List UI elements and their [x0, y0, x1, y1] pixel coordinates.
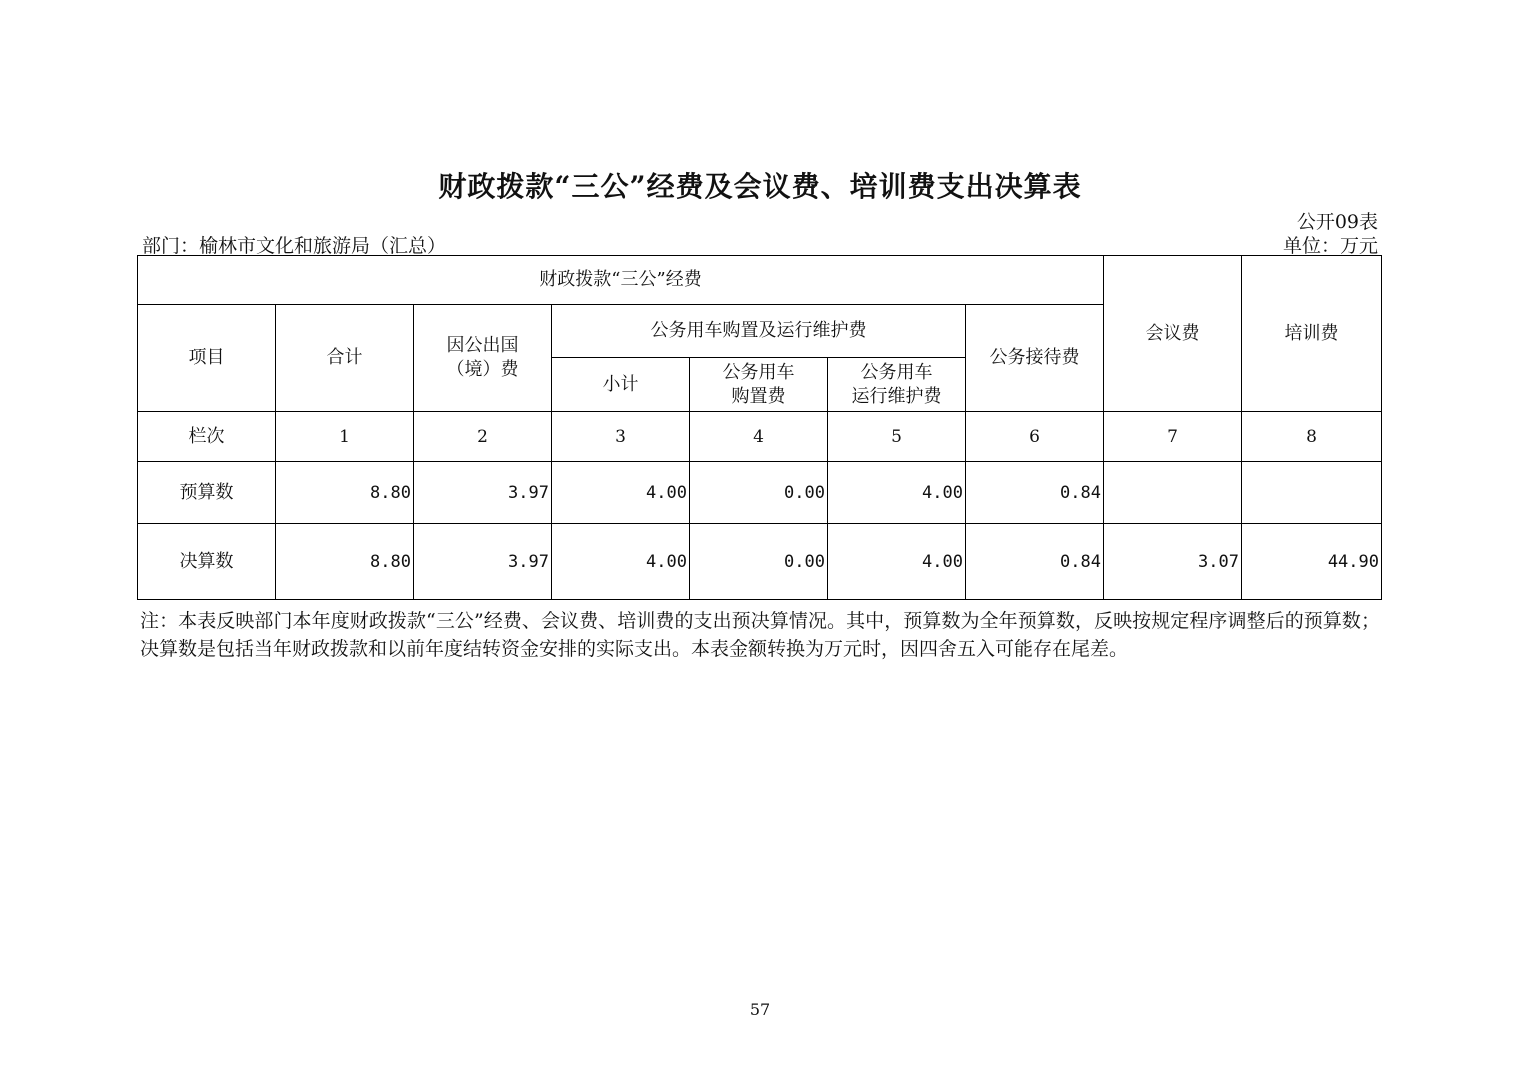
- header-vehicle-operation-line2: 运行维护费: [851, 385, 942, 407]
- table-cell: 0.00: [690, 462, 828, 524]
- row-label-final: 决算数: [138, 524, 276, 600]
- page-title: 财政拨款“三公”经费及会议费、培训费支出决算表: [438, 170, 1082, 203]
- header-total: 合计: [276, 305, 414, 412]
- table-cell: 4.00: [828, 462, 966, 524]
- table-cell: 4.00: [828, 524, 966, 600]
- header-item: 项目: [138, 305, 276, 412]
- table-row-budget: [138, 462, 1382, 524]
- header-meeting: 会议费: [1104, 256, 1242, 412]
- header-vehicle-subtotal: 小计: [552, 358, 690, 412]
- page-number: 57: [749, 1000, 771, 1019]
- table-cell: 0.00: [690, 524, 828, 600]
- header-abroad-line2: （境）费: [446, 359, 519, 380]
- column-index-cell: 2: [414, 412, 552, 462]
- column-index-label: 栏次: [138, 412, 276, 462]
- column-index-cell: 4: [690, 412, 828, 462]
- header-row-1: [138, 256, 1382, 305]
- column-index-cell: 6: [966, 412, 1104, 462]
- table-cell: 4.00: [552, 462, 690, 524]
- column-index-cell: 5: [828, 412, 966, 462]
- table-cell: 3.97: [414, 462, 552, 524]
- row-label-budget: 预算数: [138, 462, 276, 524]
- table-cell: 8.80: [276, 462, 414, 524]
- table-row-final: [138, 524, 1382, 600]
- column-index-cell: 7: [1104, 412, 1242, 462]
- table-cell: 3.97: [414, 524, 552, 600]
- table-cell: 8.80: [276, 524, 414, 600]
- expenditure-table: [137, 255, 1382, 600]
- header-reception: 公务接待费: [966, 305, 1104, 412]
- table-cell: 3.07: [1104, 524, 1242, 600]
- unit-label: 单位：万元: [1282, 235, 1378, 257]
- table-cell: 0.84: [966, 524, 1104, 600]
- header-vehicle-purchase: [690, 358, 828, 412]
- header-abroad-line1: 因公出国: [446, 335, 519, 356]
- table-cell: [1104, 462, 1242, 524]
- department-label: 部门：榆林市文化和旅游局（汇总）: [142, 235, 447, 257]
- table-cell: [1242, 462, 1382, 524]
- column-index-cell: 8: [1242, 412, 1382, 462]
- form-code: 公开09表: [1296, 211, 1378, 233]
- table-note: 注：本表反映部门本年度财政拨款“三公”经费、会议费、培训费的支出预决算情况。其中，预算数为全年预算数，反映按规定程序调整后的预算数；决算数是包括当年财政拨款和以前年度结转资金安排的实际支出。本表金额转换为万元时，因四舍五入可能存在尾差。: [140, 610, 1380, 660]
- header-vehicle-group: 公务用车购置及运行维护费: [552, 305, 966, 358]
- table-cell: 0.84: [966, 462, 1104, 524]
- table-cell: 4.00: [552, 524, 690, 600]
- header-vehicle-operation: [828, 358, 966, 412]
- header-vehicle-purchase-line1: 公务用车: [722, 361, 795, 383]
- column-index-cell: 3: [552, 412, 690, 462]
- header-abroad: [414, 305, 552, 412]
- header-training: 培训费: [1242, 256, 1382, 412]
- column-index-row: [138, 412, 1382, 462]
- column-index-cell: 1: [276, 412, 414, 462]
- header-sangong-group: 财政拨款“三公”经费: [138, 256, 1104, 305]
- header-vehicle-purchase-line2: 购置费: [731, 385, 786, 407]
- header-vehicle-operation-line1: 公务用车: [860, 361, 933, 383]
- table-cell: 44.90: [1242, 524, 1382, 600]
